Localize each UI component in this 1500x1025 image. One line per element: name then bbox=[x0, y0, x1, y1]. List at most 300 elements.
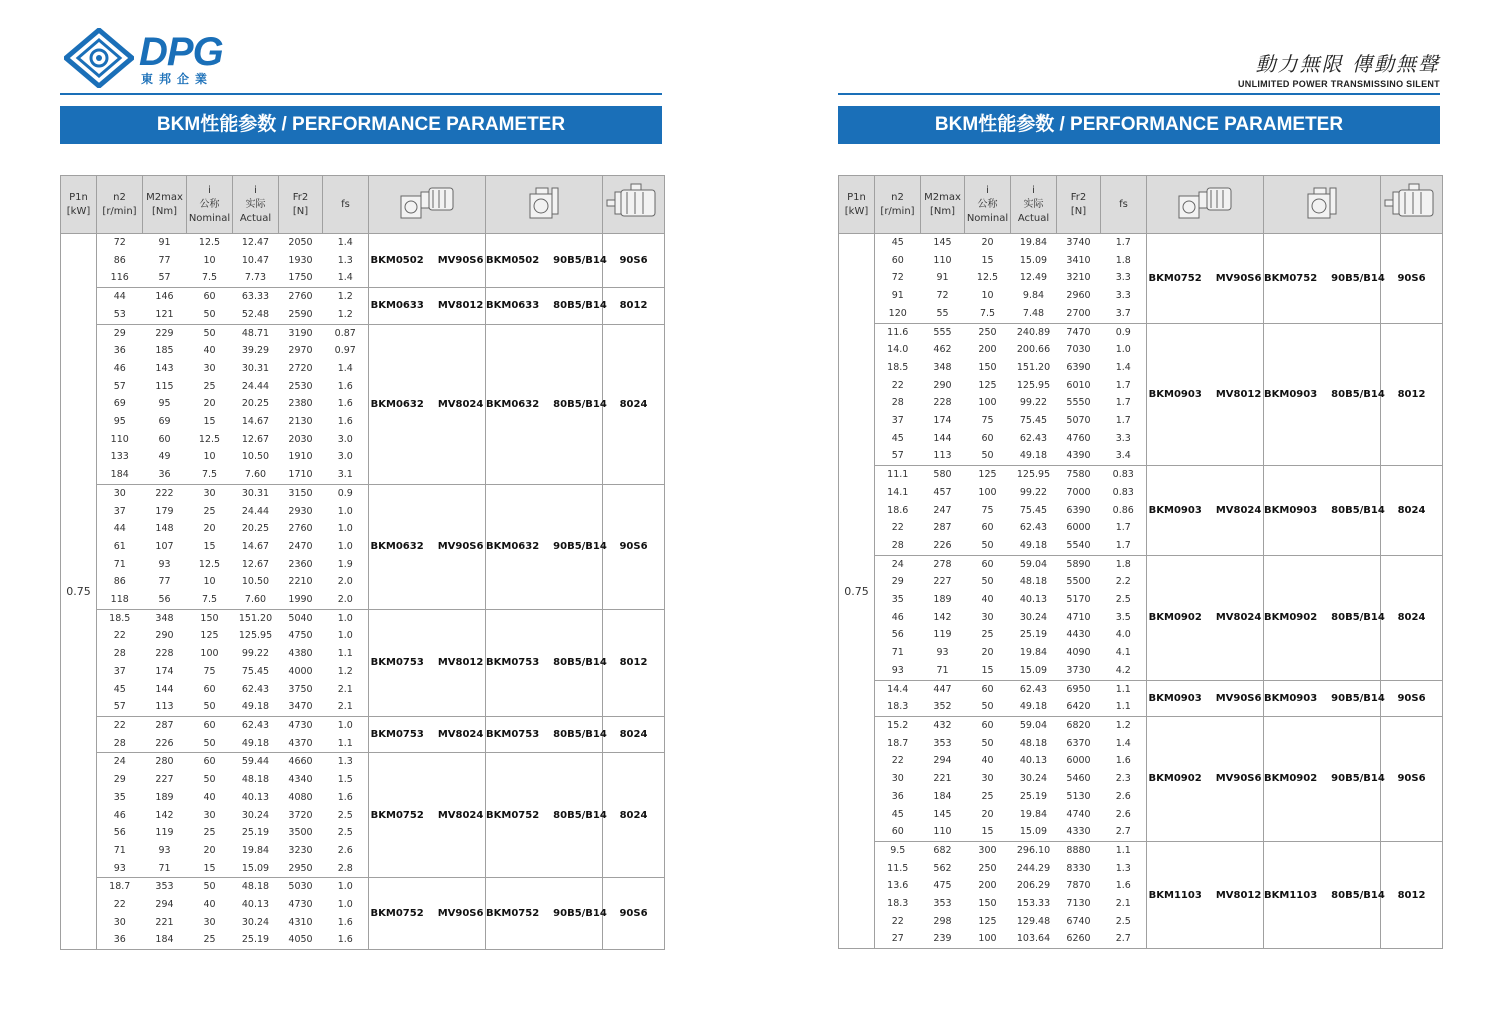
fs-cell: 1.4 bbox=[323, 360, 369, 378]
fs-cell: 4.1 bbox=[1101, 644, 1147, 662]
fs-cell: 1.0 bbox=[1101, 341, 1147, 359]
i-actual-cell: 52.48 bbox=[241, 308, 270, 320]
fs-cell: 3.1 bbox=[323, 466, 369, 484]
header-i-nominal: i 公称 Nominal bbox=[187, 176, 233, 234]
n2-cell: 71 bbox=[97, 556, 143, 574]
i-actual-cell: 19.84 bbox=[1011, 234, 1057, 252]
m2max-cell: 142 bbox=[933, 611, 952, 623]
fr2-cell: 2360 bbox=[288, 558, 313, 570]
gearbox-code: BKM0502 bbox=[370, 255, 424, 267]
i-actual-cell: 25.19 bbox=[1019, 790, 1048, 802]
fr2-cell: 4390 bbox=[1066, 450, 1091, 462]
fr2-cell: 4310 bbox=[288, 916, 313, 928]
n2-cell: 93 bbox=[97, 860, 143, 878]
m2max-cell: 145 bbox=[921, 234, 965, 252]
n2-cell: 86 bbox=[97, 573, 143, 591]
n2-cell: 116 bbox=[97, 269, 143, 287]
fr2-cell: 6370 bbox=[1066, 737, 1091, 749]
fr2-cell: 4760 bbox=[1066, 432, 1091, 444]
i-actual-cell: 19.84 bbox=[1019, 647, 1048, 659]
fr2-cell: 2760 bbox=[288, 523, 313, 535]
i-nominal-cell: 15 bbox=[203, 540, 216, 552]
i-actual-cell: 7.48 bbox=[1022, 307, 1045, 319]
fs-cell: 2.3 bbox=[1101, 770, 1147, 788]
i-nominal-cell: 250 bbox=[965, 323, 1011, 341]
header-n2: n2 [r/min] bbox=[97, 176, 143, 234]
fr2-cell: 5040 bbox=[279, 609, 323, 627]
flange-code: 80B5/B14 bbox=[1331, 612, 1385, 624]
i-nominal-cell: 15 bbox=[981, 664, 994, 676]
fr2-cell: 2960 bbox=[1066, 290, 1091, 302]
motor-frame-cell: 90S6 bbox=[603, 484, 665, 609]
flange-code: 80B5/B14 bbox=[553, 809, 607, 821]
header-fs: fs bbox=[323, 176, 369, 234]
fr2-cell: 5540 bbox=[1066, 539, 1091, 551]
motor-frame-cell: 8024 bbox=[603, 753, 665, 878]
fs-cell: 1.4 bbox=[323, 269, 369, 287]
n2-cell: 45 bbox=[875, 430, 921, 448]
gearbox-code: BKM0753 bbox=[370, 657, 424, 669]
fr2-cell: 2760 bbox=[279, 288, 323, 306]
i-nominal-cell: 12.5 bbox=[976, 272, 999, 284]
fr2-cell: 5890 bbox=[1057, 555, 1101, 573]
i-nominal-cell: 250 bbox=[978, 862, 997, 874]
n2-cell: 22 bbox=[875, 519, 921, 537]
i-actual-cell: 30.24 bbox=[1019, 773, 1048, 785]
fr2-cell: 2050 bbox=[279, 234, 323, 252]
i-actual-cell: 49.18 bbox=[1019, 450, 1048, 462]
i-actual-cell: 240.89 bbox=[1011, 323, 1057, 341]
i-actual-cell: 25.19 bbox=[1019, 629, 1048, 641]
i-actual-cell: 14.67 bbox=[241, 416, 270, 428]
n2-cell: 91 bbox=[875, 287, 921, 305]
motor-code: MV8012 bbox=[437, 657, 484, 669]
gearmotor-model-cell bbox=[369, 753, 486, 878]
n2-cell: 29 bbox=[97, 771, 143, 789]
i-nominal-cell: 100 bbox=[978, 486, 997, 498]
m2max-cell: 95 bbox=[158, 398, 171, 410]
i-actual-cell: 24.44 bbox=[241, 380, 270, 392]
i-nominal-cell: 40 bbox=[203, 791, 216, 803]
fr2-cell: 2470 bbox=[288, 540, 313, 552]
i-nominal-cell: 40 bbox=[203, 899, 216, 911]
i-actual-cell: 15.09 bbox=[1019, 254, 1048, 266]
reducer-code: BKM0633 bbox=[486, 300, 540, 312]
gearbox-code: BKM0752 bbox=[370, 908, 424, 920]
m2max-cell: 294 bbox=[155, 899, 174, 911]
n2-cell: 22 bbox=[97, 896, 143, 914]
m2max-cell: 91 bbox=[143, 234, 187, 252]
m2max-cell: 352 bbox=[933, 701, 952, 713]
table-row bbox=[61, 753, 665, 771]
n2-cell: 61 bbox=[97, 538, 143, 556]
power-cell: 0.75 bbox=[61, 234, 97, 950]
gearmotor-model-cell bbox=[369, 609, 486, 716]
m2max-cell: 457 bbox=[933, 486, 952, 498]
motor-frame-cell: 8012 bbox=[603, 288, 665, 324]
fr2-cell: 6820 bbox=[1057, 716, 1101, 734]
i-nominal-cell: 30 bbox=[187, 484, 233, 502]
n2-cell: 37 bbox=[97, 503, 143, 521]
fr2-cell: 4750 bbox=[288, 630, 313, 642]
reducer-model-cell bbox=[1264, 234, 1385, 324]
m2max-cell: 226 bbox=[933, 539, 952, 551]
i-nominal-cell: 15 bbox=[981, 826, 994, 838]
i-nominal-cell: 75 bbox=[203, 665, 216, 677]
i-actual-cell: 59.04 bbox=[1011, 555, 1057, 573]
n2-cell: 36 bbox=[97, 931, 143, 949]
i-nominal-cell: 50 bbox=[981, 450, 994, 462]
flange-code: 80B5/B14 bbox=[553, 729, 607, 741]
i-nominal-cell: 300 bbox=[965, 841, 1011, 859]
reducer-code: BKM0902 bbox=[1264, 612, 1318, 624]
fs-cell: 3.3 bbox=[1101, 269, 1147, 287]
reducer-code: BKM0903 bbox=[1264, 388, 1318, 400]
i-actual-cell: 12.49 bbox=[1019, 272, 1048, 284]
i-actual-cell: 7.60 bbox=[244, 594, 267, 606]
header-fr2: Fr2 [N] bbox=[279, 176, 323, 234]
i-actual-cell: 10.50 bbox=[241, 576, 270, 588]
i-actual-cell: 125.95 bbox=[238, 630, 273, 642]
reducer-code: BKM1103 bbox=[1264, 889, 1318, 901]
fs-cell: 1.5 bbox=[323, 771, 369, 789]
m2max-cell: 71 bbox=[158, 862, 171, 874]
m2max-cell: 189 bbox=[155, 791, 174, 803]
fr2-cell: 2530 bbox=[288, 380, 313, 392]
fs-cell: 0.83 bbox=[1101, 484, 1147, 502]
i-actual-cell: 103.64 bbox=[1011, 930, 1057, 948]
i-nominal-cell: 100 bbox=[200, 648, 219, 660]
m2max-cell: 580 bbox=[921, 466, 965, 484]
flange-code: 90B5/B14 bbox=[1331, 692, 1385, 704]
reducer-header bbox=[486, 176, 603, 234]
table-row bbox=[839, 555, 1443, 573]
gearmotor-icon bbox=[395, 182, 459, 222]
n2-cell: 120 bbox=[875, 305, 921, 323]
n2-cell: 28 bbox=[875, 537, 921, 555]
fs-cell: 1.0 bbox=[323, 878, 369, 896]
fr2-cell: 4740 bbox=[1066, 808, 1091, 820]
fs-cell: 1.0 bbox=[323, 503, 369, 521]
reducer-code: BKM0903 bbox=[1264, 504, 1318, 516]
reducer-icon bbox=[512, 182, 576, 222]
n2-cell: 44 bbox=[97, 288, 143, 306]
m2max-cell: 287 bbox=[933, 522, 952, 534]
m2max-cell: 60 bbox=[158, 433, 171, 445]
fr2-cell: 7870 bbox=[1066, 880, 1091, 892]
i-actual-cell: 40.13 bbox=[1019, 594, 1048, 606]
n2-cell: 184 bbox=[97, 466, 143, 484]
i-nominal-cell: 50 bbox=[203, 308, 216, 320]
fs-cell: 3.3 bbox=[1101, 287, 1147, 305]
i-nominal-cell: 25 bbox=[981, 629, 994, 641]
m2max-cell: 77 bbox=[158, 576, 171, 588]
i-nominal-cell: 50 bbox=[203, 774, 216, 786]
reducer-model-cell bbox=[1264, 841, 1385, 948]
i-actual-cell: 129.48 bbox=[1016, 915, 1051, 927]
reducer-code: BKM0903 bbox=[1264, 692, 1318, 704]
top-rule bbox=[838, 93, 1440, 95]
m2max-cell: 280 bbox=[143, 753, 187, 771]
fr2-cell: 1710 bbox=[288, 469, 313, 481]
header-m2max: M2max [Nm] bbox=[921, 176, 965, 234]
n2-cell: 72 bbox=[97, 234, 143, 252]
top-rule bbox=[60, 93, 662, 95]
fs-cell: 1.1 bbox=[323, 735, 369, 753]
motor-icon bbox=[1381, 182, 1445, 222]
fr2-cell: 8330 bbox=[1066, 862, 1091, 874]
i-actual-cell: 48.71 bbox=[233, 324, 279, 342]
fr2-cell: 2970 bbox=[288, 345, 313, 357]
i-nominal-cell: 25 bbox=[203, 827, 216, 839]
gearmotor-header bbox=[1147, 176, 1264, 234]
i-nominal-cell: 40 bbox=[203, 345, 216, 357]
motor-header bbox=[603, 176, 665, 234]
n2-cell: 11.6 bbox=[875, 323, 921, 341]
m2max-cell: 447 bbox=[921, 680, 965, 698]
logo-text: DPG bbox=[139, 30, 223, 74]
i-nominal-cell: 20 bbox=[203, 398, 216, 410]
header-n2: n2 [r/min] bbox=[875, 176, 921, 234]
fs-cell: 2.5 bbox=[323, 824, 369, 842]
m2max-cell: 353 bbox=[933, 737, 952, 749]
fs-cell: 3.0 bbox=[323, 448, 369, 466]
n2-cell: 71 bbox=[875, 644, 921, 662]
motor-frame-cell: 8024 bbox=[1381, 466, 1443, 556]
n2-cell: 46 bbox=[875, 609, 921, 627]
i-nominal-cell: 60 bbox=[203, 683, 216, 695]
i-nominal-cell: 50 bbox=[981, 701, 994, 713]
fs-cell: 2.5 bbox=[323, 807, 369, 825]
m2max-cell: 110 bbox=[933, 826, 952, 838]
gearbox-code: BKM0903 bbox=[1148, 692, 1202, 704]
gearmotor-model-cell bbox=[369, 484, 486, 609]
fs-cell: 2.1 bbox=[323, 681, 369, 699]
i-actual-cell: 62.43 bbox=[233, 716, 279, 734]
i-nominal-cell: 20 bbox=[203, 844, 216, 856]
i-nominal-cell: 30 bbox=[203, 809, 216, 821]
fs-cell: 1.0 bbox=[323, 716, 369, 734]
i-actual-cell: 48.18 bbox=[233, 878, 279, 896]
i-nominal-cell: 10 bbox=[981, 290, 994, 302]
motor-frame-cell: 8012 bbox=[1381, 323, 1443, 466]
fs-cell: 1.6 bbox=[1101, 752, 1147, 770]
fs-cell: 0.97 bbox=[323, 342, 369, 360]
fs-cell: 0.87 bbox=[323, 324, 369, 342]
fs-cell: 1.7 bbox=[1101, 537, 1147, 555]
i-actual-cell: 40.13 bbox=[1019, 755, 1048, 767]
fr2-cell: 4370 bbox=[288, 737, 313, 749]
gearbox-code: BKM0633 bbox=[370, 300, 424, 312]
motor-code: MV8012 bbox=[1215, 889, 1262, 901]
m2max-cell: 228 bbox=[155, 648, 174, 660]
fr2-cell: 6390 bbox=[1066, 361, 1091, 373]
i-actual-cell: 206.29 bbox=[1016, 880, 1051, 892]
i-actual-cell: 19.84 bbox=[1019, 808, 1048, 820]
reducer-model-cell bbox=[486, 716, 607, 752]
i-nominal-cell: 20 bbox=[981, 647, 994, 659]
fs-cell: 1.7 bbox=[1101, 377, 1147, 395]
reducer-code: BKM0632 bbox=[486, 541, 540, 553]
fs-cell: 3.5 bbox=[1101, 609, 1147, 627]
fr2-cell: 6390 bbox=[1066, 504, 1091, 516]
n2-cell: 27 bbox=[875, 930, 921, 948]
m2max-cell: 287 bbox=[143, 716, 187, 734]
fr2-cell: 3230 bbox=[288, 844, 313, 856]
table-row bbox=[61, 609, 665, 627]
i-nominal-cell: 50 bbox=[981, 539, 994, 551]
i-nominal-cell: 15 bbox=[203, 862, 216, 874]
slogan bbox=[1238, 48, 1440, 89]
m2max-cell: 555 bbox=[921, 323, 965, 341]
m2max-cell: 77 bbox=[158, 254, 171, 266]
motor-code: MV90S6 bbox=[437, 541, 484, 553]
m2max-cell: 247 bbox=[933, 504, 952, 516]
fs-cell: 1.0 bbox=[323, 896, 369, 914]
slogan-english: UNLIMITED POWER TRANSMISSINO SILENT bbox=[1237, 79, 1440, 89]
i-nominal-cell: 125 bbox=[200, 630, 219, 642]
n2-cell: 71 bbox=[97, 842, 143, 860]
gearmotor-model-cell bbox=[369, 324, 486, 484]
reducer-model-cell bbox=[1264, 680, 1385, 716]
m2max-cell: 348 bbox=[933, 361, 952, 373]
fr2-cell: 2950 bbox=[288, 862, 313, 874]
fr2-cell: 4340 bbox=[288, 774, 313, 786]
fs-cell: 1.6 bbox=[1101, 877, 1147, 895]
fs-cell: 1.2 bbox=[323, 306, 369, 324]
m2max-cell: 185 bbox=[155, 345, 174, 357]
m2max-cell: 71 bbox=[936, 664, 949, 676]
fr2-cell: 6010 bbox=[1066, 379, 1091, 391]
i-actual-cell: 49.18 bbox=[1019, 701, 1048, 713]
reducer-code: BKM0752 bbox=[486, 908, 540, 920]
n2-cell: 37 bbox=[875, 412, 921, 430]
n2-cell: 53 bbox=[97, 306, 143, 324]
i-nominal-cell: 75 bbox=[981, 504, 994, 516]
gearbox-code: BKM0632 bbox=[370, 541, 424, 553]
fs-cell: 4.0 bbox=[1101, 626, 1147, 644]
m2max-cell: 189 bbox=[933, 594, 952, 606]
fs-cell: 1.4 bbox=[323, 234, 369, 252]
n2-cell: 57 bbox=[875, 447, 921, 465]
fr2-cell: 2030 bbox=[288, 433, 313, 445]
power-cell: 0.75 bbox=[839, 234, 875, 949]
i-nominal-cell: 60 bbox=[965, 716, 1011, 734]
gearmotor-model-cell bbox=[1147, 234, 1264, 324]
motor-frame-cell: 90S6 bbox=[603, 878, 665, 950]
m2max-cell: 143 bbox=[155, 362, 174, 374]
motor-code: MV90S6 bbox=[1215, 692, 1262, 704]
motor-frame-cell: 8024 bbox=[603, 324, 665, 484]
i-nominal-cell: 50 bbox=[981, 576, 994, 588]
i-actual-cell: 48.18 bbox=[1019, 576, 1048, 588]
m2max-cell: 227 bbox=[155, 774, 174, 786]
m2max-cell: 93 bbox=[158, 844, 171, 856]
fs-cell: 1.3 bbox=[1101, 860, 1147, 878]
header-i-nominal: i 公称 Nominal bbox=[965, 176, 1011, 234]
gearmotor-header bbox=[369, 176, 486, 234]
header-p1n: P1n [kW] bbox=[61, 176, 97, 234]
i-actual-cell: 24.44 bbox=[241, 505, 270, 517]
n2-cell: 18.6 bbox=[875, 502, 921, 520]
motor-frame-cell: 8012 bbox=[1381, 841, 1443, 948]
fr2-cell: 6000 bbox=[1066, 522, 1091, 534]
i-nominal-cell: 60 bbox=[187, 288, 233, 306]
motor-code: MV8024 bbox=[437, 729, 484, 741]
fr2-cell: 2930 bbox=[288, 505, 313, 517]
fr2-cell: 6000 bbox=[1066, 755, 1091, 767]
m2max-cell: 348 bbox=[143, 609, 187, 627]
i-actual-cell: 125.95 bbox=[1011, 466, 1057, 484]
fs-cell: 1.0 bbox=[323, 538, 369, 556]
i-nominal-cell: 60 bbox=[981, 432, 994, 444]
i-actual-cell: 40.13 bbox=[241, 899, 270, 911]
n2-cell: 57 bbox=[97, 698, 143, 716]
fs-cell: 1.1 bbox=[1101, 680, 1147, 698]
fr2-cell: 3150 bbox=[279, 484, 323, 502]
reducer-code: BKM0753 bbox=[486, 657, 540, 669]
fs-cell: 1.8 bbox=[1101, 555, 1147, 573]
fs-cell: 2.0 bbox=[323, 591, 369, 609]
fs-cell: 1.2 bbox=[1101, 716, 1147, 734]
fr2-cell: 2700 bbox=[1066, 307, 1091, 319]
i-actual-cell: 48.18 bbox=[1019, 737, 1048, 749]
i-actual-cell: 59.04 bbox=[1011, 716, 1057, 734]
m2max-cell: 222 bbox=[143, 484, 187, 502]
i-actual-cell: 49.18 bbox=[241, 701, 270, 713]
fr2-cell: 6260 bbox=[1057, 930, 1101, 948]
i-actual-cell: 30.31 bbox=[241, 362, 270, 374]
fs-cell: 1.1 bbox=[1101, 698, 1147, 716]
fr2-cell: 6740 bbox=[1066, 915, 1091, 927]
logo-subtitle: 東邦企業 bbox=[141, 72, 214, 86]
reducer-model-cell bbox=[486, 234, 607, 288]
m2max-cell: 142 bbox=[155, 809, 174, 821]
n2-cell: 11.1 bbox=[875, 466, 921, 484]
n2-cell: 14.1 bbox=[875, 484, 921, 502]
m2max-cell: 107 bbox=[155, 540, 174, 552]
fr2-cell: 4730 bbox=[288, 899, 313, 911]
m2max-cell: 174 bbox=[933, 415, 952, 427]
reducer-code: BKM0753 bbox=[486, 729, 540, 741]
table-row bbox=[61, 716, 665, 734]
i-actual-cell: 125.95 bbox=[1016, 379, 1051, 391]
gearbox-code: BKM0752 bbox=[370, 809, 424, 821]
gearmotor-model-cell bbox=[369, 288, 486, 324]
i-nominal-cell: 12.5 bbox=[198, 558, 221, 570]
fs-cell: 3.7 bbox=[1101, 305, 1147, 323]
reducer-code: BKM0902 bbox=[1264, 773, 1318, 785]
m2max-cell: 226 bbox=[155, 737, 174, 749]
i-nominal-cell: 125 bbox=[965, 466, 1011, 484]
fr2-cell: 7130 bbox=[1066, 898, 1091, 910]
n2-cell: 110 bbox=[97, 431, 143, 449]
m2max-cell: 36 bbox=[158, 469, 171, 481]
i-actual-cell: 12.67 bbox=[241, 433, 270, 445]
i-nominal-cell: 50 bbox=[203, 737, 216, 749]
m2max-cell: 239 bbox=[921, 930, 965, 948]
m2max-cell: 353 bbox=[933, 898, 952, 910]
i-nominal-cell: 125 bbox=[978, 915, 997, 927]
n2-cell: 24 bbox=[875, 555, 921, 573]
i-actual-cell: 10.50 bbox=[241, 451, 270, 463]
n2-cell: 36 bbox=[875, 788, 921, 806]
i-nominal-cell: 25 bbox=[203, 380, 216, 392]
i-nominal-cell: 20 bbox=[965, 234, 1011, 252]
fr2-cell: 4710 bbox=[1066, 611, 1091, 623]
fs-cell: 2.5 bbox=[1101, 913, 1147, 931]
n2-cell: 60 bbox=[875, 252, 921, 270]
